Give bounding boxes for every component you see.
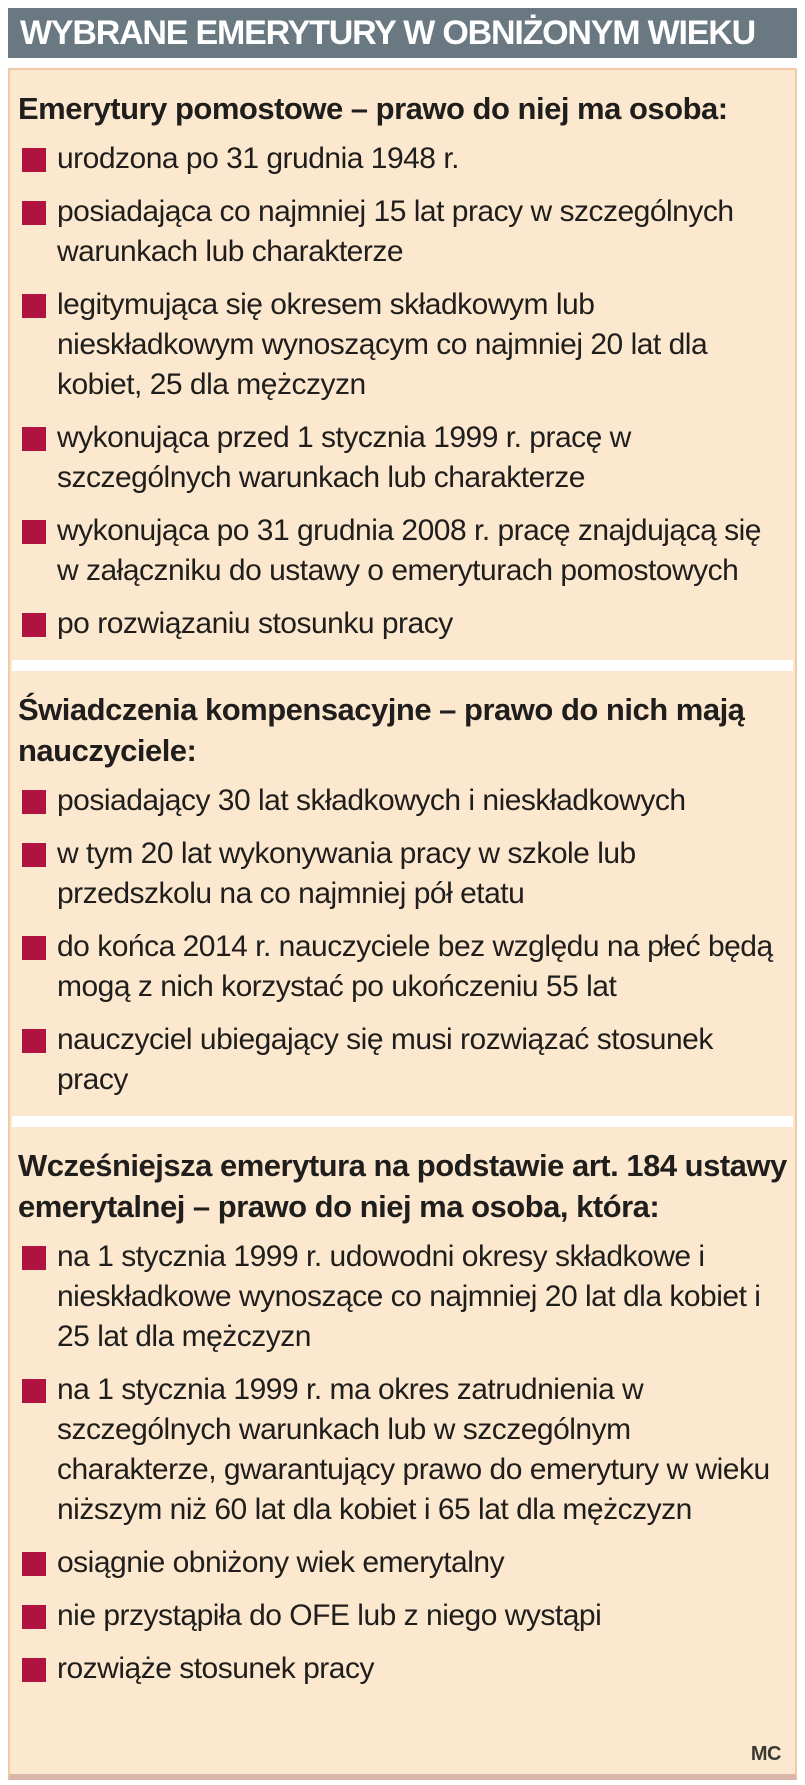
list-item-text: osiągnie obniżony wiek emerytalny [57, 1546, 505, 1579]
list-item [22, 927, 787, 1007]
bullet-square-icon [22, 1605, 46, 1629]
credit-initials: MC [750, 1743, 781, 1765]
section-heading: Emerytury pomostowe – prawo do niej ma osoba: [18, 91, 728, 126]
list-item-text: rozwiąże stosunek pracy [57, 1652, 374, 1685]
header-bar [8, 8, 797, 58]
bullet-square-icon [22, 148, 46, 172]
list-item [22, 418, 787, 498]
bullet-square-icon [22, 1552, 46, 1576]
bullet-square-icon [22, 294, 46, 318]
list-item-text: po rozwiązaniu stosunku pracy [57, 607, 453, 640]
bullet-square-icon [22, 613, 46, 637]
bullet-list [14, 1237, 787, 1689]
list-item-text: wykonująca po 31 grudnia 2008 r. pracę znajdującą się w załączniku do ustawy o emeryturach pomostowych [57, 514, 761, 587]
section [10, 88, 795, 644]
bullet-square-icon [22, 201, 46, 225]
bullet-square-icon [22, 790, 46, 814]
list-item-text: w tym 20 lat wykonywania pracy w szkole lub przedszkolu na co najmniej pół etatu [57, 837, 636, 910]
list-item [22, 511, 787, 591]
section-divider [12, 660, 793, 671]
bullet-square-icon [22, 1379, 46, 1403]
bullet-list [14, 139, 787, 644]
section-heading: Wcześniejsza emerytura na podstawie art. 184 ustawy emerytalnej – prawo do niej ma osoba, która: [18, 1148, 787, 1224]
list-item [22, 192, 787, 272]
list-item [22, 781, 787, 821]
list-item [22, 139, 787, 179]
list-item-text: legitymująca się okresem składkowym lub nieskładkowym wynoszącym co najmniej 20 lat dla kobiet, 25 dla mężczyzn [57, 288, 708, 401]
sections [10, 88, 795, 1689]
bullet-square-icon [22, 936, 46, 960]
list-item-text: na 1 stycznia 1999 r. udowodni okresy składkowe i nieskładkowe wynoszące co najmniej 20 lat dla kobiet i 25 lat dla mężczyzn [57, 1240, 761, 1353]
bullet-list [14, 781, 787, 1100]
bullet-square-icon [22, 1029, 46, 1053]
list-item-text: posiadająca co najmniej 15 lat pracy w szczególnych warunkach lub charakterze [57, 195, 734, 268]
pension-info-panel [8, 68, 797, 1780]
list-item [22, 1020, 787, 1100]
list-item-text: na 1 stycznia 1999 r. ma okres zatrudnienia w szczególnych warunkach lub w szczególnym charakterze, gwarantujący prawo do emerytury w wieku niższym niż 60 lat dla kobiet i 65 lat dla mężczyzn [57, 1373, 770, 1526]
list-item [22, 834, 787, 914]
list-item [22, 1370, 787, 1530]
list-item-text: posiadający 30 lat składkowych i nieskładkowych [57, 784, 686, 817]
list-item [22, 285, 787, 405]
list-item-text: urodzona po 31 grudnia 1948 r. [57, 142, 459, 175]
section-divider [12, 1116, 793, 1127]
section-heading: Świadczenia kompensacyjne – prawo do nich mają nauczyciele: [18, 692, 745, 768]
list-item [22, 1543, 787, 1583]
section [10, 689, 795, 1100]
list-item [22, 604, 787, 644]
list-item-text: nauczyciel ubiegający się musi rozwiązać stosunek pracy [57, 1023, 713, 1096]
list-item [22, 1237, 787, 1357]
bullet-square-icon [22, 520, 46, 544]
list-item-text: wykonująca przed 1 stycznia 1999 r. pracę w szczególnych warunkach lub charakterze [57, 421, 631, 494]
bullet-square-icon [22, 1658, 46, 1682]
header-title: WYBRANE EMERYTURY W OBNIŻONYM WIEKU [20, 13, 755, 52]
bullet-square-icon [22, 1246, 46, 1270]
bullet-square-icon [22, 843, 46, 867]
list-item [22, 1596, 787, 1636]
list-item-text: nie przystąpiła do OFE lub z niego wystąpi [57, 1599, 602, 1632]
section [10, 1145, 795, 1689]
list-item-text: do końca 2014 r. nauczyciele bez względu na płeć będą mogą z nich korzystać po ukończeniu 55 lat [57, 930, 773, 1003]
list-item [22, 1649, 787, 1689]
bullet-square-icon [22, 427, 46, 451]
